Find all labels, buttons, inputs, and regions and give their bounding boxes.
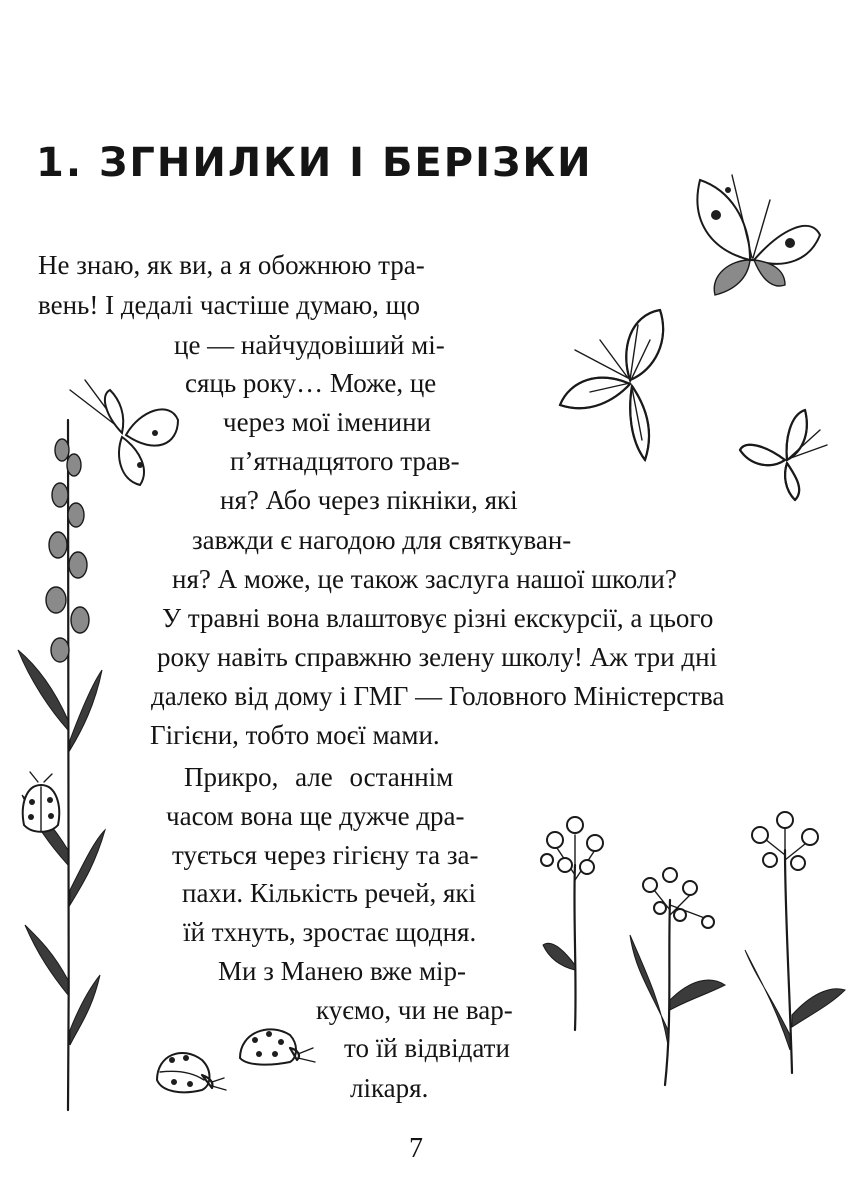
text-line-5: через мої іменини: [223, 407, 431, 437]
ladybug-icon: [18, 770, 68, 840]
lavender-sprig-icon: [10, 420, 110, 1110]
text-line-2: вень! І дедалі частіше думаю, що: [38, 290, 420, 320]
text-line-21: то їй відвідати: [344, 1033, 510, 1063]
text-line-22: лікаря.: [350, 1073, 429, 1103]
text-line-13: Гігієни, тобто моєї мами.: [150, 720, 440, 750]
text-line-9: ня? А може, це також заслуга нашої школи?: [172, 564, 677, 594]
forget-me-not-flower-icon: [620, 860, 730, 1090]
text-line-20: куємо, чи не вар-: [316, 995, 513, 1025]
butterfly-icon: [690, 160, 830, 310]
butterfly-icon: [735, 405, 835, 505]
butterfly-icon: [560, 300, 700, 470]
page-number: 7: [409, 1133, 423, 1164]
text-line-8: завжди є нагодою для святкуван-: [192, 525, 572, 555]
text-line-12: далеко від дому і ГМГ — Головного Міністерства: [151, 681, 725, 711]
ladybug-icon: [152, 1040, 232, 1100]
text-line-16: тується через гігієну та за-: [172, 840, 479, 870]
chapter-title: 1. ЗГНИЛКИ І БЕРІЗКИ: [36, 140, 593, 186]
ladybug-icon: [235, 1020, 320, 1075]
forget-me-not-flower-icon: [535, 805, 615, 1035]
text-line-17: пахи. Кількість речей, які: [182, 878, 477, 908]
text-line-19: Ми з Манею вже мір-: [218, 956, 467, 986]
text-line-1: Не знаю, як ви, а я обожнюю тра-: [38, 250, 425, 280]
text-line-10: У травні вона влаштовує різні екскурсії, а цього: [162, 603, 714, 633]
text-line-7: ня? Або через пікніки, які: [220, 485, 518, 515]
forget-me-not-flower-icon: [730, 805, 850, 1075]
text-line-14: Прикро, але останнім: [184, 762, 454, 792]
text-line-11: року навіть справжню зелену школу! Аж три дні: [157, 642, 718, 672]
text-line-6: п’ятнадцятого трав-: [230, 446, 460, 476]
text-line-3: це — найчудовіший мі-: [174, 330, 445, 360]
text-line-18: їй тхнуть, зростає щодня.: [183, 917, 477, 947]
text-line-4: сяць року… Може, це: [185, 368, 437, 398]
text-line-15: часом вона ще дужче дра-: [166, 801, 465, 831]
